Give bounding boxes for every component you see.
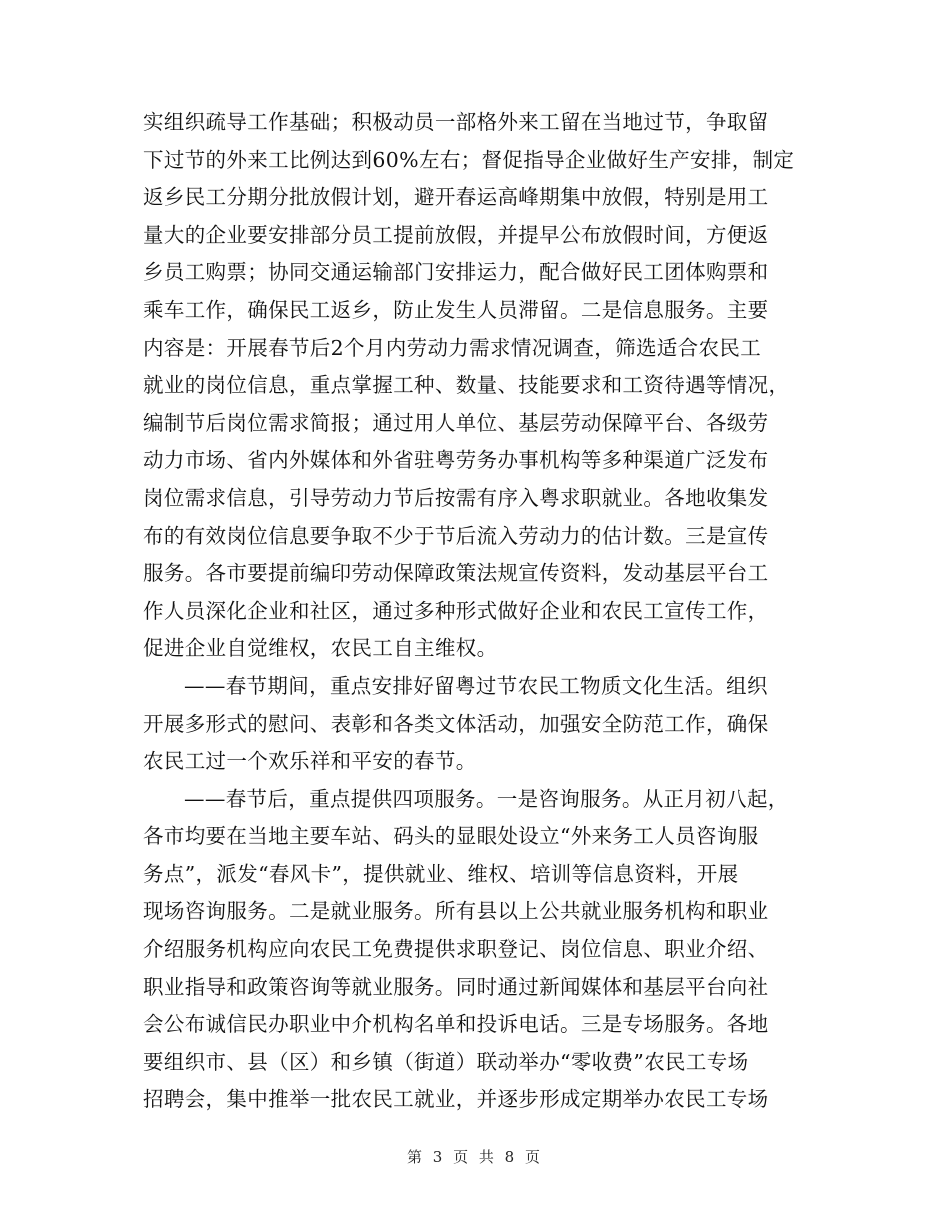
text-line: 下过节的外来工比例达到60%左右；督促指导企业做好生产安排，制定 — [143, 147, 795, 172]
text-line: 作人员深化企业和社区，通过多种形式做好企业和农民工宣传工作， — [143, 598, 769, 623]
body-text — [143, 104, 803, 1119]
text-line: ——春节期间，重点安排好留粤过节农民工物质文化生活。组织 — [184, 673, 768, 698]
text-line: 乡员工购票；协同交通运输部门安排运力，配合做好民工团体购票和 — [143, 260, 769, 285]
text-line: 内容是：开展春节后2个月内劳动力需求情况调查，筛选适合农民工 — [143, 335, 762, 360]
text-line: 动力市场、省内外媒体和外省驻粤劳务办事机构等多种渠道广泛发布 — [143, 448, 769, 473]
text-line: 务点”，派发“春风卡”，提供就业、维权、培训等信息资料，开展 — [143, 861, 739, 886]
text-line: 编制节后岗位需求简报；通过用人单位、基层劳动保障平台、各级劳 — [143, 410, 769, 435]
text-line: 开展多形式的慰问、表彰和各类文体活动，加强安全防范工作，确保 — [143, 711, 769, 736]
text-line: 要组织市、县（区）和乡镇（街道）联动举办“零收费”农民工专场 — [143, 1049, 749, 1074]
text-line: 实组织疏导工作基础；积极动员一部格外来工留在当地过节，争取留 — [143, 110, 769, 134]
page-footer: 第 3 页 共 8 页 — [407, 1148, 543, 1166]
text-line: 返乡民工分期分批放假计划，避开春运高峰期集中放假，特别是用工 — [143, 185, 769, 210]
text-line: 量大的企业要安排部分员工提前放假，并提早公布放假时间，方便返 — [143, 222, 769, 247]
text-line: ——春节后，重点提供四项服务。一是咨询服务。从正月初八起， — [184, 786, 789, 811]
text-line: 布的有效岗位信息要争取不少于节后流入劳动力的估计数。三是宣传 — [143, 523, 769, 548]
text-line: 岗位需求信息，引导劳动力节后按需有序入粤求职就业。各地收集发 — [143, 485, 769, 510]
text-line: 会公布诚信民办职业中介机构名单和投诉电话。三是专场服务。各地 — [143, 1012, 769, 1037]
text-line: 促进企业自觉维权，农民工自主维权。 — [143, 636, 498, 661]
text-line: 招聘会，集中推举一批农民工就业，并逐步形成定期举办农民工专场 — [143, 1087, 769, 1112]
text-line: 乘车工作，确保民工返乡，防止发生人员滞留。二是信息服务。主要 — [143, 297, 769, 322]
text-line: 职业指导和政策咨询等就业服务。同时通过新闻媒体和基层平台向社 — [143, 974, 769, 999]
text-line: 就业的岗位信息，重点掌握工种、数量、技能要求和工资待遇等情况， — [143, 373, 790, 398]
text-line: 服务。各市要提前编印劳动保障政策法规宣传资料，发动基层平台工 — [143, 561, 769, 586]
text-line: 各市均要在当地主要车站、码头的显眼处设立“外来务工人员咨询服 — [143, 824, 759, 849]
text-line: 农民工过一个欢乐祥和平安的春节。 — [143, 749, 477, 774]
text-line: 现场咨询服务。二是就业服务。所有县以上公共就业服务机构和职业 — [143, 899, 769, 924]
text-line: 介绍服务机构应向农民工免费提供求职登记、岗位信息、职业介绍、 — [143, 937, 769, 962]
